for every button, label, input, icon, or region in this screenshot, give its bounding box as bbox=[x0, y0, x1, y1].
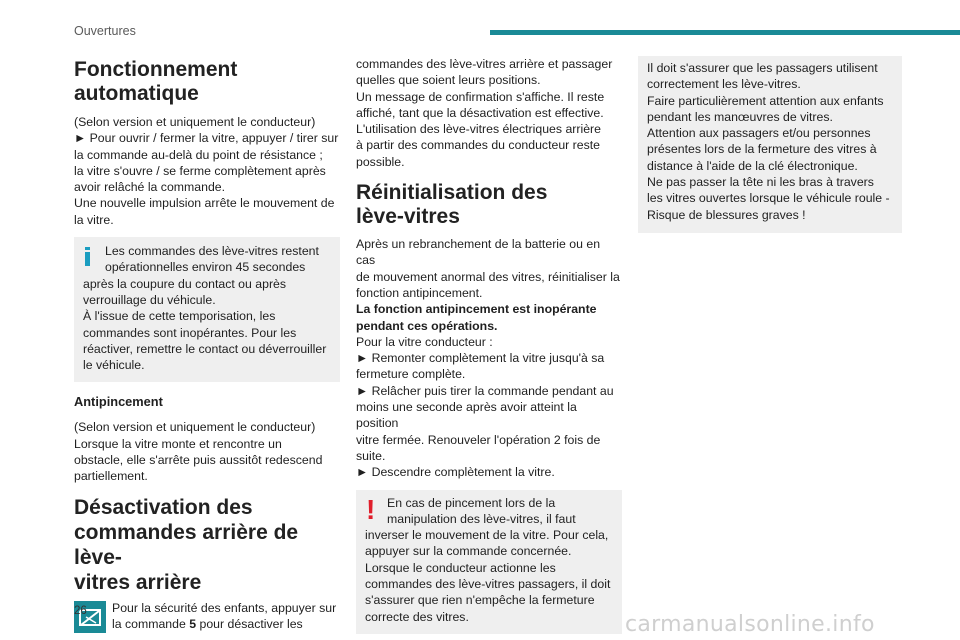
text-line: ► Pour ouvrir / fermer la vitre, appuyer / tirer sur bbox=[74, 131, 339, 146]
text-line: pendant les manœuvres de vitres. bbox=[647, 109, 833, 124]
text-span: la commande bbox=[112, 616, 190, 631]
info-icon bbox=[84, 247, 92, 265]
text-line: Il doit s'assurer que les passagers utilisent bbox=[647, 61, 878, 75]
page-number: 26 bbox=[74, 605, 87, 617]
text-line: correctement les lève-vitres. bbox=[647, 77, 801, 92]
heading-reset bbox=[356, 181, 622, 229]
column-3 bbox=[638, 56, 902, 233]
column-1 bbox=[74, 50, 340, 635]
text-line: obstacle, elle s'arrête puis aussitôt redescend bbox=[74, 453, 323, 468]
text-line: de mouvement anormal des vitres, réinitialiser la bbox=[356, 269, 620, 284]
text-line: le véhicule. bbox=[83, 358, 145, 373]
paragraph-reset bbox=[356, 236, 622, 480]
text-line: la vitre s'ouvre / se ferme complètement après bbox=[74, 163, 326, 178]
column-2 bbox=[356, 56, 622, 634]
text-line: commandes des lève-vitres passagers, il doit bbox=[365, 577, 611, 592]
text-line: Les commandes des lève-vitres restent bbox=[105, 244, 319, 259]
info-box bbox=[74, 237, 340, 382]
text-line: affiché, tant que la désactivation est effective. bbox=[356, 105, 604, 120]
text-line: fonction antipincement. bbox=[356, 285, 483, 300]
text-line: réactiver, remettre le contact ou déverrouiller bbox=[83, 341, 327, 356]
text-line: la commande au-delà du point de résistance ; bbox=[74, 147, 323, 162]
text-line: Attention aux passagers et/ou personnes bbox=[647, 126, 871, 141]
text-line: quelles que soient leurs positions. bbox=[356, 73, 541, 88]
text-line: la vitre. bbox=[74, 212, 114, 227]
text-line: commandes sont inopérantes. Pour les bbox=[83, 325, 297, 340]
text-line: Pour la vitre conducteur : bbox=[356, 334, 493, 349]
text-line: À l'issue de cette temporisation, les bbox=[83, 309, 276, 324]
text-line: vitre fermée. Renouveler l'opération 2 fois de bbox=[356, 432, 601, 447]
warning-icon: ! bbox=[366, 493, 376, 525]
bold-note: pendant ces opérations. bbox=[356, 318, 498, 333]
text-line: inverser le mouvement de la vitre. Pour cela, bbox=[365, 528, 609, 543]
text-line: s'assurer que rien n'empêche la fermeture bbox=[365, 593, 595, 608]
heading-automatic bbox=[74, 58, 340, 106]
header-accent-bar bbox=[490, 30, 960, 35]
paragraph-antipinch bbox=[74, 419, 340, 484]
heading-line: Réinitialisation des bbox=[356, 181, 548, 205]
section-title: Ouvertures bbox=[74, 24, 136, 38]
text-line: Pour la sécurité des enfants, appuyer sur bbox=[112, 600, 337, 615]
text-span: pour désactiver les bbox=[196, 616, 303, 631]
text-line: à partir des commandes du conducteur reste bbox=[356, 138, 601, 153]
text-line: correcte des vitres. bbox=[365, 609, 469, 624]
text-line: les vitres ouvertes lorsque le véhicule roule - bbox=[647, 191, 890, 206]
text-line: Après un rebranchement de la batterie ou en cas bbox=[356, 237, 601, 268]
heading-line: automatique bbox=[74, 82, 199, 105]
paragraph-continued bbox=[356, 56, 622, 170]
text-line: L'utilisation des lève-vitres électriques arrière bbox=[356, 122, 601, 137]
text-line: (Selon version et uniquement le conducteur) bbox=[74, 420, 316, 435]
text-line: présentes lors de la fermeture des vitres à bbox=[647, 142, 877, 157]
text-line: opérationnelles environ 45 secondes bbox=[105, 260, 306, 275]
step-line: ► Descendre complètement la vitre. bbox=[356, 465, 555, 480]
text-line: moins une seconde après avoir atteint la position bbox=[356, 400, 577, 431]
watermark: carmanualsonline.info bbox=[625, 612, 875, 637]
text-line: avoir relâché la commande. bbox=[74, 180, 226, 195]
text-line: Faire particulièrement attention aux enfants bbox=[647, 93, 884, 108]
text-line: Ne pas passer la tête ni les bras à travers bbox=[647, 175, 874, 190]
warning-box bbox=[356, 490, 622, 634]
text-line: appuyer sur la commande concernée. bbox=[365, 544, 572, 559]
text-line bbox=[112, 616, 342, 632]
text-line: (Selon version et uniquement le conducteur) bbox=[74, 115, 316, 129]
paragraph-automatic bbox=[74, 114, 340, 228]
text-line: partiellement. bbox=[74, 469, 148, 484]
text-line: Lorsque le conducteur actionne les bbox=[365, 560, 556, 575]
text-line: suite. bbox=[356, 448, 386, 463]
text-line: fermeture complète. bbox=[356, 367, 466, 382]
text-line: après la coupure du contact ou après bbox=[83, 276, 287, 291]
heading-deactivation bbox=[74, 495, 340, 595]
deactivation-row bbox=[74, 601, 340, 635]
text-line: Un message de confirmation s'affiche. Il reste bbox=[356, 89, 605, 104]
bold-note: La fonction antipincement est inopérante bbox=[356, 302, 597, 317]
heading-line: commandes arrière de lève- bbox=[74, 520, 299, 569]
heading-line: lève-vitres bbox=[356, 205, 460, 229]
step-line: ► Relâcher puis tirer la commande pendant au bbox=[356, 383, 614, 398]
text-line: manipulation des lève-vitres, il faut bbox=[387, 511, 576, 526]
text-line: Une nouvelle impulsion arrête le mouvement de bbox=[74, 196, 335, 211]
heading-antipinch: Antipincement bbox=[74, 394, 163, 410]
step-line: ► Remonter complètement la vitre jusqu'à sa bbox=[356, 351, 605, 366]
text-line: distance à l'aide de la clé électronique. bbox=[647, 158, 858, 173]
heading-line: vitres arrière bbox=[74, 570, 202, 594]
caution-box bbox=[638, 56, 902, 233]
text-line: En cas de pincement lors de la bbox=[387, 495, 556, 510]
command-number: 5 bbox=[189, 616, 197, 631]
heading-line: Désactivation des bbox=[74, 495, 253, 519]
text-line: commandes des lève-vitres arrière et passager bbox=[356, 57, 613, 71]
text-line: possible. bbox=[356, 154, 405, 169]
heading-line: Fonctionnement bbox=[74, 58, 238, 81]
text-line: Lorsque la vitre monte et rencontre un bbox=[74, 436, 282, 451]
text-line: verrouillage du véhicule. bbox=[83, 292, 216, 307]
text-line: Risque de blessures graves ! bbox=[647, 207, 806, 222]
